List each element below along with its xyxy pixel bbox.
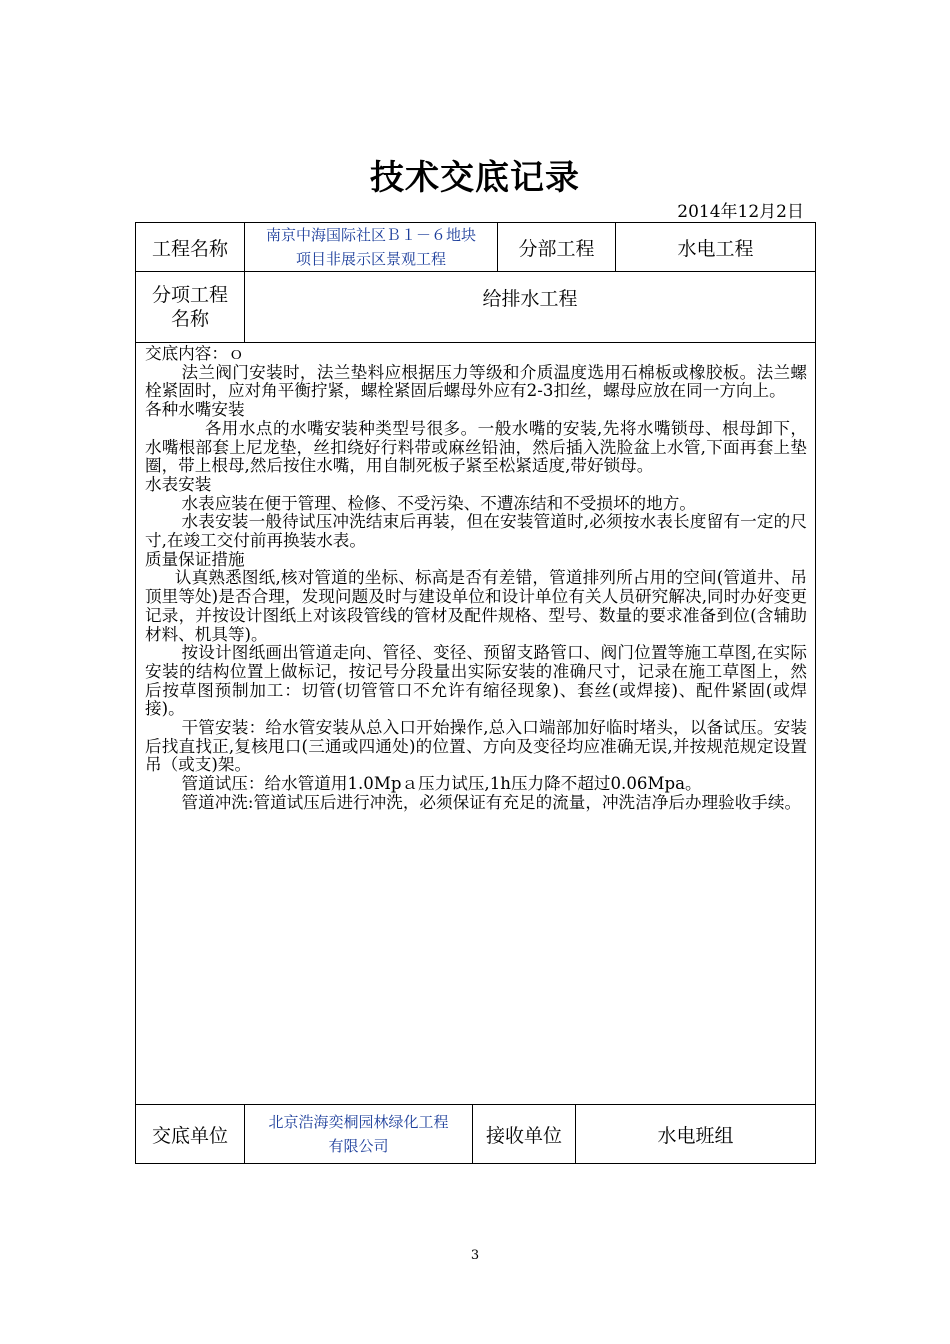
project-name-line2: 项目非展示区景观工程 — [295, 250, 446, 268]
content-paragraph: 法兰阀门安装时，法兰垫料应根据压力等级和介质温度选用石棉板或橡胶板。法兰螺栓紧固时，应对角平衡拧紧，螺栓紧固后螺母外应有2-3扣丝，螺母应放在同一方向上。 — [145, 362, 807, 401]
record-date: 2014年12月2日 — [677, 202, 804, 222]
subdivision-value: 水电工程 — [615, 222, 816, 272]
content-paragraph: 按设计图纸画出管道走向、管径、变径、预留支路管口、阀门位置等施工草图,在实际安装的结构位置上做标记，按记号分段量出实际安装的准确尺寸，记录在施工草图上，然后按草图预制加工：切管(切管管口不允许有缩径现象)、套丝(或焊接)、配件紧固(或焊接)。 — [145, 643, 807, 719]
receiver-unit-value: 水电班组 — [575, 1104, 816, 1164]
content-subheading: 质量保证措施 — [145, 549, 245, 569]
page-title: 技术交底记录 — [370, 158, 580, 198]
content-paragraph: 各用水点的水嘴安装种类型号很多。一般水嘴的安装,先将水嘴锁母、根母卸下，水嘴根部套上尼龙垫，丝扣绕好行料带或麻丝铅油，然后插入洗脸盆上水管,下面再套上垫圈，带上根母,然后按住水嘴，用自制死板子紧至松紧适度,带好锁母。 — [145, 418, 807, 476]
content-paragraph: 认真熟悉图纸,核对管道的坐标、标高是否有差错，管道排列所占用的空间(管道井、吊顶里等处)是否合理，发现问题及时与建设单位和设计单位有关人员研究解决,同时办好变更记录，并按设计图纸上对该段管线的管材及配件规格、型号、数量的要求准备到位(含辅助材料、机具等)。 — [145, 568, 807, 644]
project-name-label: 工程名称 — [135, 222, 245, 272]
handover-unit-line1: 北京浩海奕桐园林绿化工程 — [268, 1113, 449, 1131]
content-subheading: 水表安装 — [145, 474, 212, 494]
handover-unit-label: 交底单位 — [135, 1104, 245, 1164]
item-label-line2: 名称 — [170, 308, 209, 330]
receiver-unit-label: 接收单位 — [472, 1104, 576, 1164]
subdivision-label: 分部工程 — [497, 222, 616, 272]
item-name-label — [135, 271, 245, 343]
project-name-line1: 南京中海国际社区Ｂ１－６地块 — [265, 226, 476, 244]
content-paragraph: 管道试压：给水管道用1.0Mpａ压力试压,1h压力降不超过0.06Mpa。 — [181, 774, 702, 794]
content-heading: 交底内容：ｏ — [145, 344, 245, 363]
handover-unit-line2: 有限公司 — [328, 1137, 389, 1155]
page-number: 3 — [470, 1248, 480, 1263]
item-name-value: 给排水工程 — [244, 271, 816, 343]
content-paragraph: 干管安装：给水管安装从总入口开始操作,总入口端部加好临时堵头，以备试压。安装后找直找正,复核甩口(三通或四通处)的位置、方向及变径均应准确无误,并按规范规定设置吊（或支)架。 — [145, 718, 807, 775]
content-subheading: 各种水嘴安装 — [145, 400, 245, 420]
content-paragraph: 水表安装一般待试压冲洗结束后再装，但在安装管道时,必须按水表长度留有一定的尺寸,在竣工交付前再换装水表。 — [145, 512, 807, 551]
item-label-line1: 分项工程 — [151, 284, 228, 306]
content-paragraph: 管道冲洗:管道试压后进行冲洗，必须保证有充足的流量，冲洗洁净后办理验收手续。 — [181, 792, 802, 812]
project-name-value — [244, 222, 498, 272]
handover-unit-value — [244, 1104, 473, 1164]
content-paragraph: 水表应装在便于管理、检修、不受污染、不遭冻结和不受损坏的地方。 — [181, 493, 696, 513]
handover-content — [135, 342, 816, 1105]
